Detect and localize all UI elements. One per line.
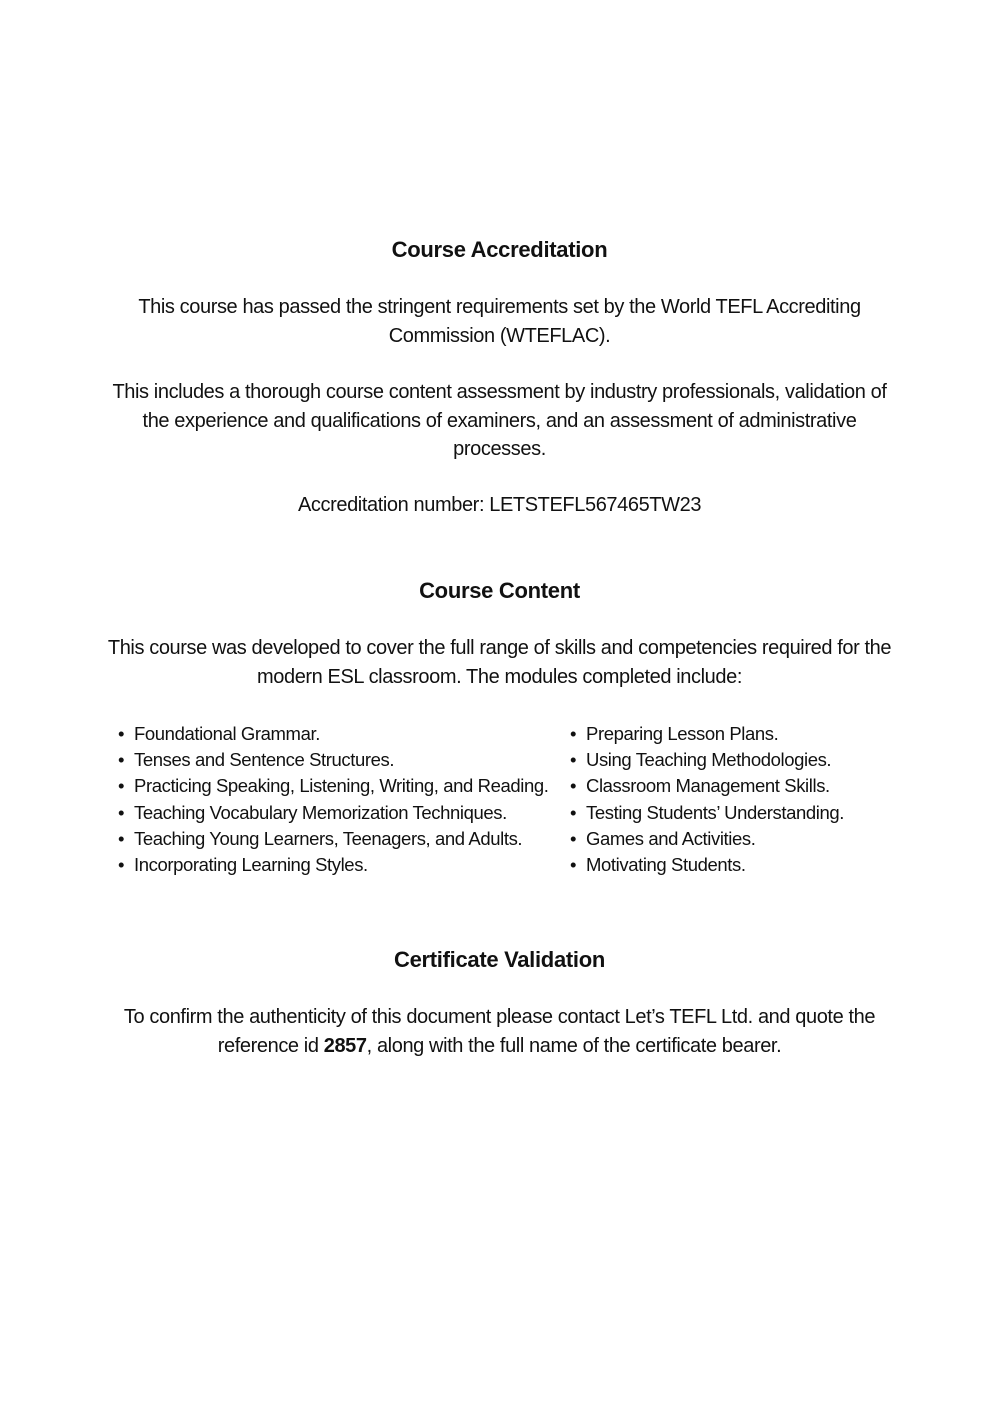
validation-text-after: , along with the full name of the certificate bearer.: [366, 1034, 782, 1057]
module-item: • Incorporating Learning Styles.: [118, 852, 549, 878]
reference-id: 2857: [323, 1034, 367, 1057]
accreditation-number: Accreditation number: LETSTEFL567465TW23: [297, 494, 702, 516]
accreditation-heading: Course Accreditation: [391, 237, 608, 262]
module-item: • Preparing Lesson Plans.: [570, 721, 844, 747]
validation-text-before: To confirm the authenticity of this document please contact Let’s TEFL Ltd. and quote the reference id: [123, 1006, 876, 1057]
accreditation-paragraph-1: This course has passed the stringent requirements set by the World TEFL Accrediting Commission (WTEFLAC).: [138, 296, 861, 347]
certificate-validation-heading: Certificate Validation: [393, 947, 605, 972]
module-item: • Motivating Students.: [570, 852, 844, 878]
module-item: • Classroom Management Skills.: [570, 773, 844, 799]
course-content-intro: This course was developed to cover the full range of skills and competencies required for the modern ESL classroom. The modules completed include:: [107, 637, 892, 688]
module-item: • Testing Students’ Understanding.: [570, 800, 844, 826]
accreditation-paragraph-2: This includes a thorough course content assessment by industry professionals, validation of the experience and qualifications of examiners, and an assessment of administrative processes.: [112, 381, 887, 460]
module-item: • Using Teaching Methodologies.: [570, 747, 844, 773]
module-item: • Practicing Speaking, Listening, Writing, and Reading.: [118, 773, 549, 799]
course-content-heading: Course Content: [419, 578, 580, 603]
module-item: • Games and Activities.: [570, 826, 844, 852]
modules-list-left: [118, 721, 549, 878]
module-item: • Foundational Grammar.: [118, 721, 549, 747]
module-item: • Teaching Young Learners, Teenagers, and Adults.: [118, 826, 549, 852]
module-item: • Teaching Vocabulary Memorization Techniques.: [118, 800, 549, 826]
module-item: • Tenses and Sentence Structures.: [118, 747, 549, 773]
modules-list-right: [570, 721, 844, 878]
certificate-validation-text: [90, 1003, 909, 1060]
